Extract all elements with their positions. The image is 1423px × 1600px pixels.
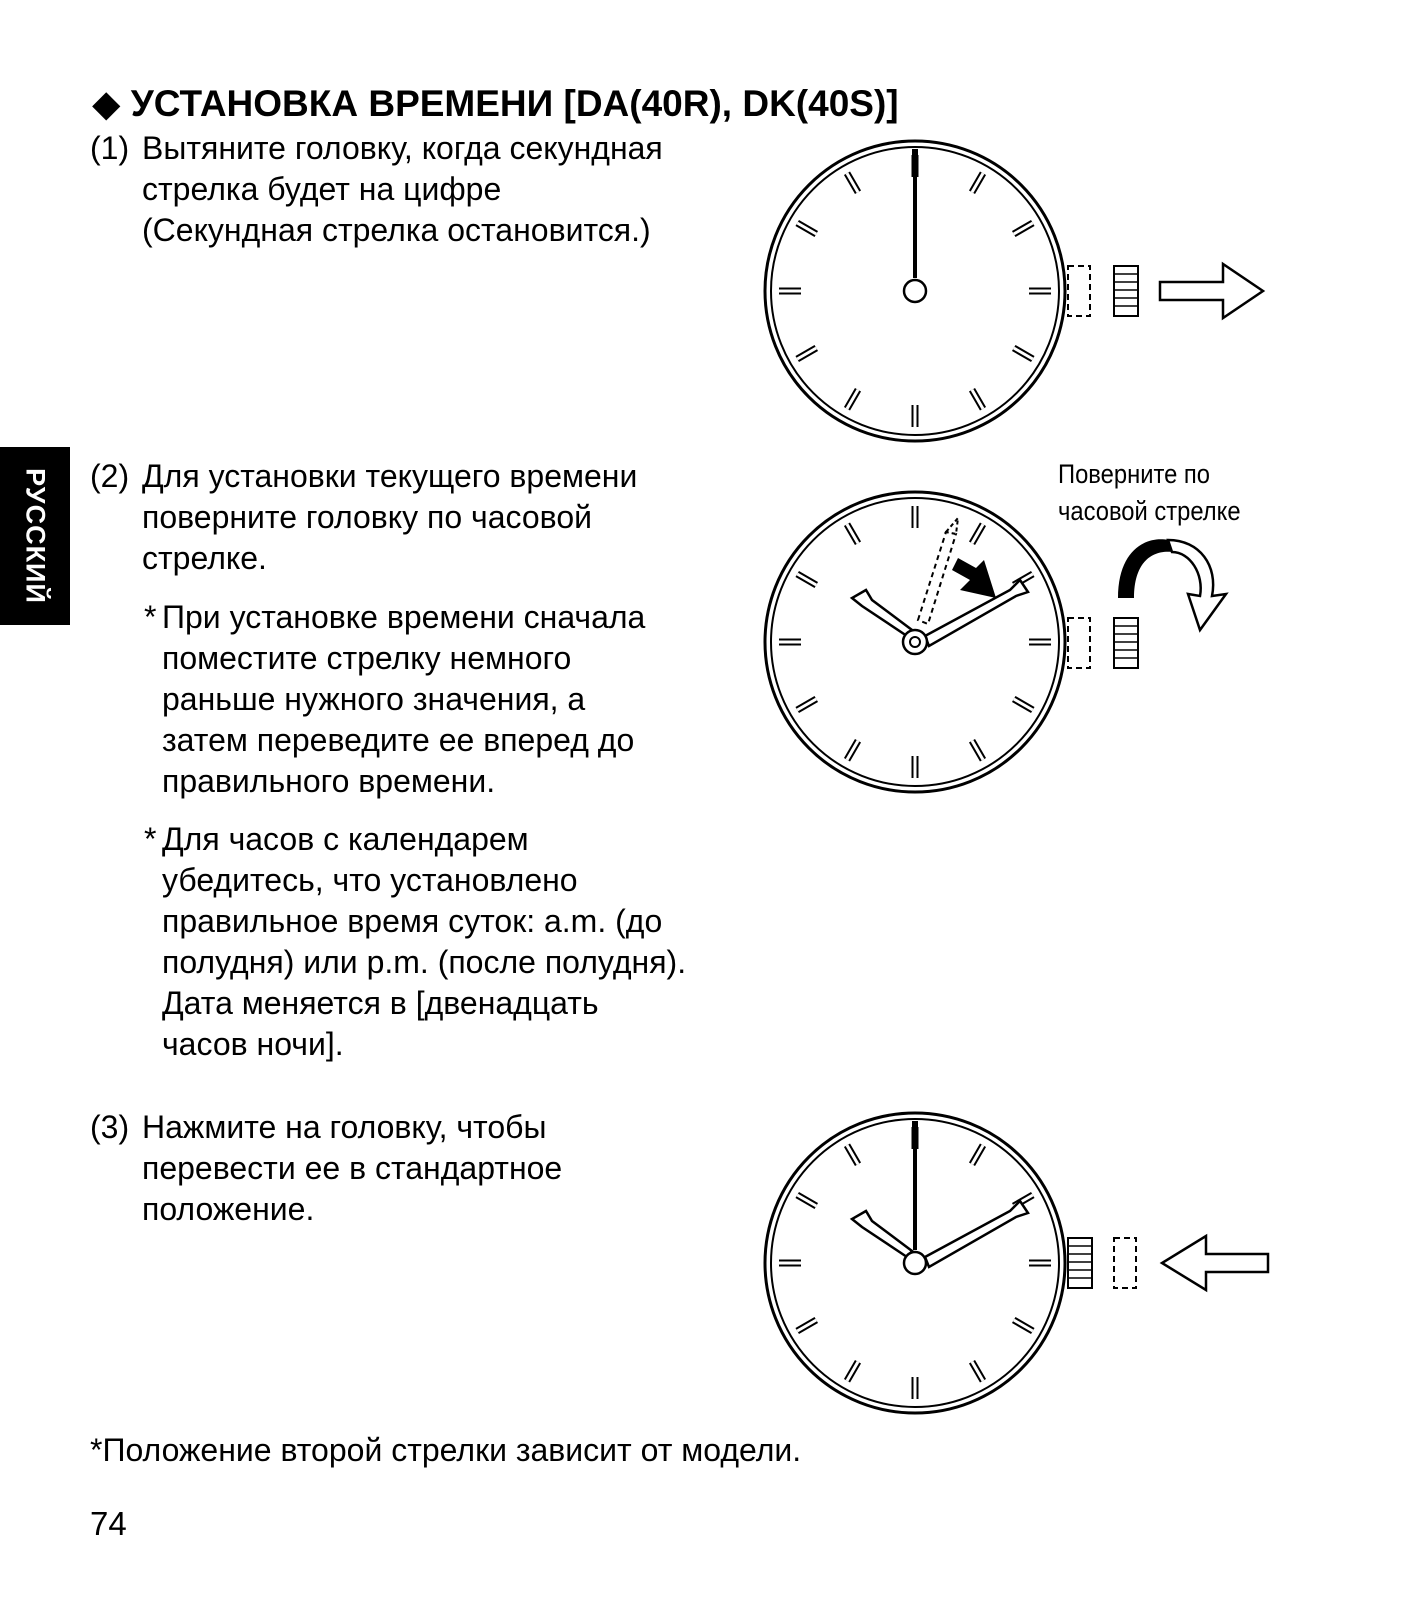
- step-3: [90, 1107, 730, 1237]
- language-tab-label: РУССКИЙ: [20, 468, 51, 604]
- callout-line: часовой стрелке: [1058, 496, 1241, 526]
- note-line: убедитесь, что установлено: [162, 862, 578, 898]
- step-line: стрелке.: [142, 540, 267, 576]
- arrow-left-icon: [1162, 1236, 1268, 1290]
- footnote: *Положение второй стрелки зависит от модели.: [90, 1432, 802, 1468]
- step-line: поверните головку по часовой: [142, 499, 592, 535]
- note-2: [144, 819, 744, 1069]
- arrow-right-icon: [1160, 264, 1263, 318]
- note-line: При установке времени сначала: [162, 599, 646, 635]
- step-line: (Секундная стрелка остановится.): [142, 212, 651, 248]
- page-number: 74: [90, 1505, 127, 1542]
- step-line: Нажмите на головку, чтобы: [142, 1109, 547, 1145]
- note-line: часов ночи].: [162, 1026, 344, 1062]
- step-line: положение.: [142, 1191, 315, 1227]
- note-line: Для часов с календарем: [162, 821, 529, 857]
- section-title: ◆ УСТАНОВКА ВРЕМЕНИ [DA(40R), DK(40S)]: [92, 83, 899, 124]
- step-2: [90, 456, 730, 586]
- step-line: Для установки текущего времени: [142, 458, 638, 494]
- rotate-clockwise-arrow-icon: [1118, 539, 1226, 630]
- note-line: полудня) или p.m. (после полудня).: [162, 944, 687, 980]
- note-line: затем переведите ее вперед до: [162, 722, 635, 758]
- callout-line: Поверните по: [1058, 459, 1210, 489]
- watch-illustration-rotate: [740, 480, 1300, 800]
- note-line: поместите стрелку немного: [162, 640, 572, 676]
- crown-icon: [1114, 266, 1138, 316]
- note-line: раньше нужного значения, а: [162, 681, 586, 717]
- watch-illustration-pull: [740, 130, 1300, 450]
- step-line: перевести ее в стандартное: [142, 1150, 563, 1186]
- crown-original-position-icon: [1068, 266, 1090, 316]
- note-line: правильное время суток: a.m. (до: [162, 903, 663, 939]
- crown-icon: [1114, 618, 1138, 668]
- note-asterisk: *: [144, 599, 157, 635]
- note-line: Дата меняется в [двенадцать: [162, 985, 599, 1021]
- watch-illustration-push: [740, 1100, 1300, 1420]
- step-number: (1): [90, 130, 130, 166]
- note-line: правильного времени.: [162, 763, 496, 799]
- step-line: стрелка будет на цифре: [142, 171, 502, 207]
- language-tab: [0, 447, 70, 625]
- note-1: [144, 597, 744, 807]
- step-line: Вытяните головку, когда секундная: [142, 130, 663, 166]
- step-number: (3): [90, 1109, 130, 1145]
- crown-icon: [1068, 1238, 1092, 1288]
- step-number: (2): [90, 458, 130, 494]
- note-asterisk: *: [144, 821, 157, 857]
- step-1: [90, 128, 730, 258]
